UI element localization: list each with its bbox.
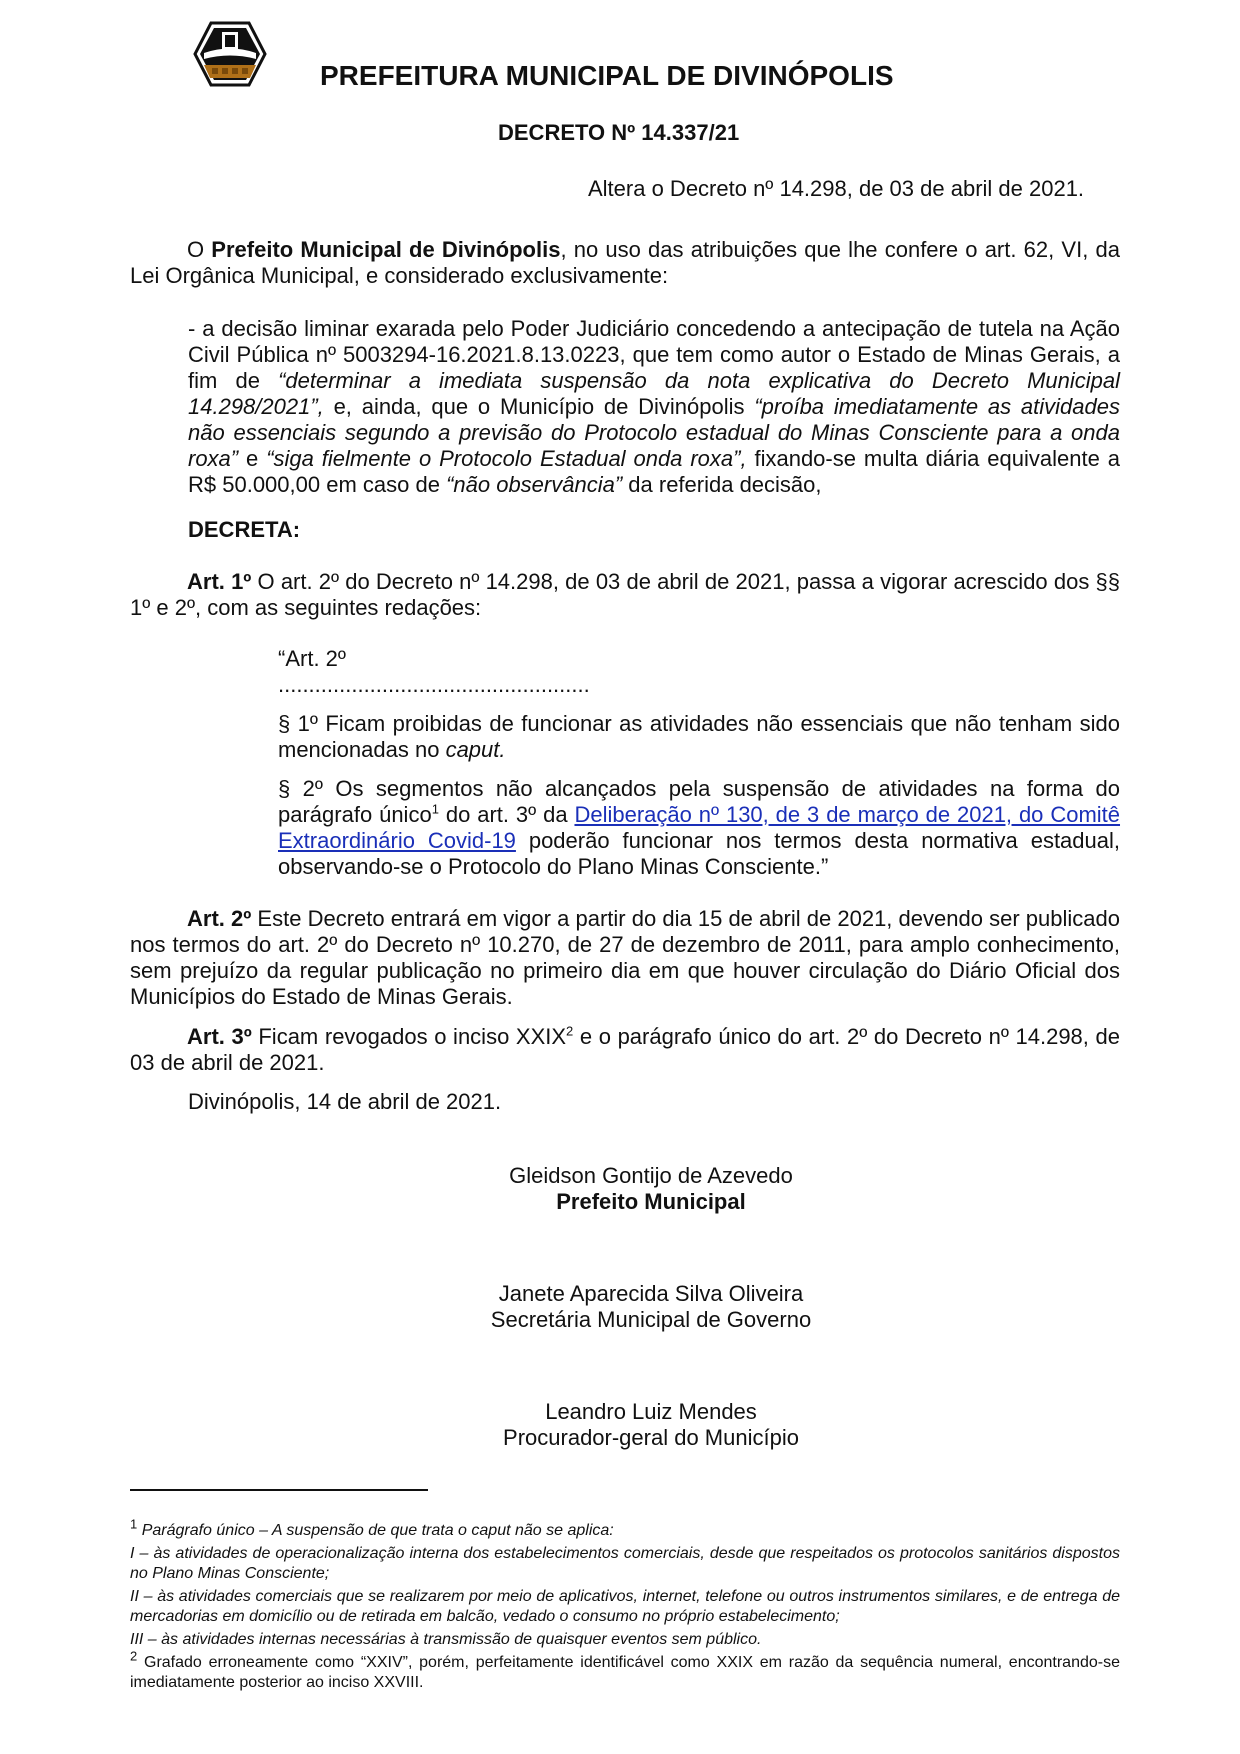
signature-block [401,1163,901,1215]
article-1 [130,569,1120,621]
signatory-name: Gleidson Gontijo de Azevedo [509,1163,793,1188]
paragraph-text: poderão funcionar nos termos desta normativa estadual, observando-se o Protocolo do Plano Minas Consciente.” [278,828,1121,879]
considerando-quote: “proíba imediatamente as atividades não essenciais segundo a previsão do Protocolo estadual do Minas Consciente para a onda roxa” [188,394,1120,471]
ellipsis-line: ................................................... [278,672,590,697]
footnote-2 [130,1648,1120,1693]
footnotes [130,1516,1120,1693]
paragraph-text: do art. 3º da [438,802,575,827]
footnote-1-item-iii: III – às atividades internas necessárias à transmissão de quaisquer eventos sem público. [130,1631,762,1648]
article-2 [130,906,1120,1010]
footnote-ref-1[interactable]: 1 [431,801,439,817]
signatory-name: Janete Aparecida Silva Oliveira [498,1281,804,1306]
signature-block [401,1399,901,1451]
decree-number: DECRETO Nº 14.337/21 [498,120,740,145]
footnote-ref-2[interactable]: 2 [566,1023,574,1039]
footnote-separator [130,1489,428,1491]
signatory-role: Secretária Municipal de Governo [490,1307,812,1332]
paragraph-text: § 1º Ficam proibidas de funcionar as atividades não essenciais que não tenham sido mencionadas no [278,711,1120,762]
preamble-text: , no uso das atribuições que lhe confere o art. 62, VI, da Lei Orgânica Municipal, e considerado exclusivamente: [130,237,1120,288]
signature-block [401,1281,901,1333]
ementa: Altera o Decreto nº 14.298, de 03 de abril de 2021. [588,176,1085,201]
signatory-name: Leandro Luiz Mendes [545,1399,757,1424]
coat-of-arms-icon [192,20,268,88]
considerando-text: da referida decisão, [622,472,822,497]
footnote-1-title [130,1516,1120,1541]
footnote-text: Parágrafo único – A suspensão de que trata o caput não se aplica: [141,1522,614,1539]
article-label: Art. 1º [187,569,252,594]
caput-term: caput. [445,737,506,762]
article-label: Art. 2º [187,906,252,931]
article-3 [130,1024,1120,1076]
quoted-article-heading: “Art. 2º [278,646,346,671]
footnote-number: 2 [130,1648,138,1664]
considerando-text: fixando-se multa diária equivalente a R$ 50.000,00 em caso de [188,446,1120,497]
decreta-heading: DECRETA: [188,517,301,542]
considerando-quote: “não observância” [446,472,623,497]
paragraph-1 [278,711,1120,763]
paragraph-2 [278,776,1120,880]
article-label: Art. 3º [187,1024,252,1049]
considerando-paragraph [188,316,1120,498]
signatory-role: Procurador-geral do Município [503,1425,799,1450]
footnote-1-item-i: I – às atividades de operacionalização interna dos estabelecimentos comerciais, desde que respeitados os protocolos sanitários dispostos no Plano Minas Consciente; [130,1545,1120,1582]
article-text: Este Decreto entrará em vigor a partir do dia 15 de abril de 2021, devendo ser publicado nos termos do art. 2º do Decreto nº 10.270, de 27 de dezembro de 2011, para amplo conhecimento, sem prejuízo da regular publicação no primeiro dia em que houver circulação do Diário Oficial dos Municípios do Estado de Minas Gerais. [130,906,1120,1009]
signatory-role: Prefeito Municipal [556,1189,746,1214]
considerando-quote: “determinar a imediata suspensão da nota explicativa do Decreto Municipal 14.298/2021”, [188,368,1121,419]
considerando-text: - a decisão liminar exarada pelo Poder Judiciário concedendo a antecipação de tutela na Ação Civil Pública nº 5003294-16.2021.8.13.0223, que tem como autor o Estado de Minas Gerais, a fim de [188,316,1120,393]
footnote-1-item-ii: II – às atividades comerciais que se realizarem por meio de aplicativos, internet, telefone ou outros instrumentos similares, e de entrega de mercadorias em domicílio ou de retirada em balcão, vedado o consumo no próprio estabelecimento; [130,1588,1120,1625]
paragraph-text: § 2º Os segmentos não alcançados pela suspensão de atividades na forma do parágrafo único [278,776,1120,827]
deliberacao-link[interactable]: Deliberação nº 130, de 3 de março de 2021, do Comitê Extraordinário Covid-19 [278,802,1121,853]
preamble-bold: Prefeito Municipal de Divinópolis [211,237,561,262]
considerando-text: e [238,446,267,471]
considerando-text: e, ainda, que o Município de Divinópolis [323,394,755,419]
page-title: PREFEITURA MUNICIPAL DE DIVINÓPOLIS [320,60,894,91]
considerando-quote: “siga fielmente o Protocolo Estadual onda roxa”, [266,446,747,471]
article-text: e o parágrafo único do art. 2º do Decreto nº 14.298, de 03 de abril de 2021. [130,1024,1120,1075]
preamble-paragraph [130,237,1120,289]
date-place: Divinópolis, 14 de abril de 2021. [188,1089,502,1114]
footnote-text: Grafado erroneamente como “XXIV”, porém, perfeitamente identificável como XXIX em razão da sequência numeral, encontrando-se imediatamente posterior ao inciso XXVIII. [130,1654,1120,1691]
preamble-text: O [187,237,212,262]
article-text: Ficam revogados o inciso XXIX [251,1024,567,1049]
article-text: O art. 2º do Decreto nº 14.298, de 03 de abril de 2021, passa a vigorar acrescido dos §§ 1º e 2º, com as seguintes redações: [130,569,1120,620]
footnote-number: 1 [130,1516,138,1532]
